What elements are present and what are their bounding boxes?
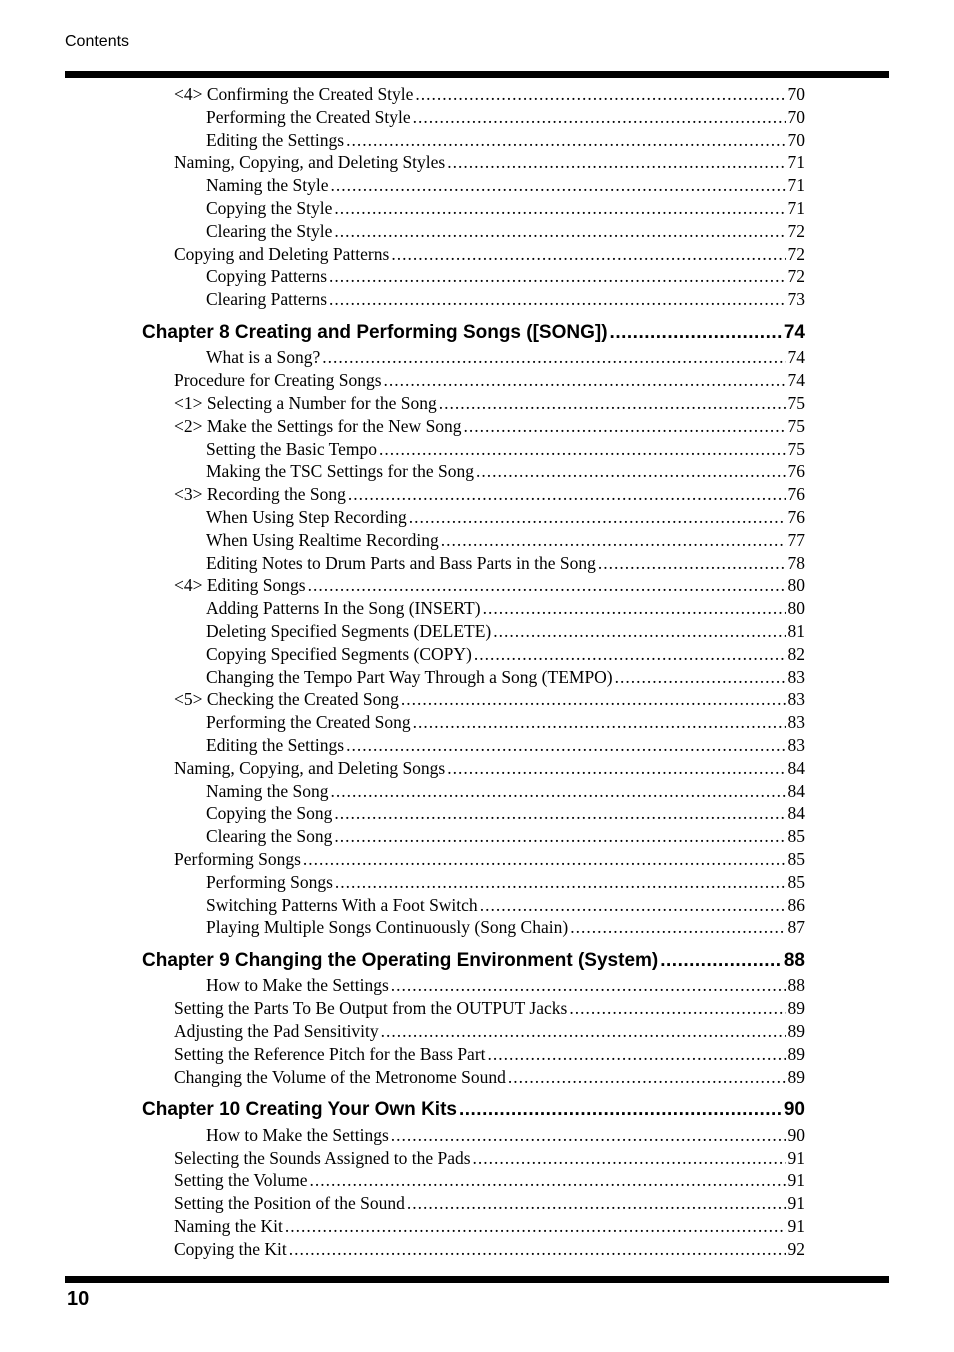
toc-entry-page: 89	[787, 1021, 805, 1041]
toc-entry-title: What is a Song?	[206, 347, 321, 368]
toc-entry[interactable]	[206, 438, 805, 460]
dot-leader	[415, 83, 785, 105]
toc-entry-title: Editing Notes to Drum Parts and Bass Parts in the Song	[206, 552, 596, 573]
toc-entry[interactable]	[206, 825, 805, 847]
dot-leader	[407, 1192, 786, 1214]
toc-entry[interactable]	[174, 392, 805, 414]
toc-entry-title: Chapter 8 Creating and Performing Songs ([SONG])	[142, 322, 608, 343]
toc-entry-page: 80	[787, 575, 805, 596]
toc-entry-page: 72	[787, 243, 805, 264]
toc-entry-page: 85	[787, 871, 805, 892]
toc-entry-title: Adding Patterns In the Song (INSERT)	[206, 598, 481, 619]
toc-entry[interactable]	[206, 597, 805, 619]
toc-entry[interactable]	[206, 666, 805, 688]
toc-entry-title: Chapter 10 Creating Your Own Kits	[142, 1099, 457, 1121]
toc-entry-page: 74	[783, 322, 805, 343]
toc-entry-page: 72	[787, 266, 805, 287]
toc-entry-title: <2> Make the Settings for the New Song	[174, 415, 462, 436]
dot-leader	[334, 220, 785, 242]
toc-entry-title: Playing Multiple Songs Continuously (Song Chain)	[206, 917, 569, 938]
toc-entry-page: 83	[787, 666, 805, 687]
toc-entry-page: 92	[787, 1238, 805, 1259]
dot-leader	[391, 243, 785, 265]
toc-entry-title: Copying the Kit	[174, 1238, 287, 1259]
toc-entry-title: Adjusting the Pad Sensitivity	[174, 1021, 379, 1041]
toc-entry-page: 89	[787, 1043, 805, 1064]
dot-leader	[598, 552, 786, 574]
toc-entry-page: 90	[783, 1099, 805, 1121]
toc-entry-title: Procedure for Creating Songs	[174, 370, 382, 391]
toc-entry-page: 73	[787, 289, 805, 310]
toc-entry[interactable]	[174, 151, 805, 173]
toc-entry-title: Performing the Created Style	[206, 106, 411, 127]
toc-entry-page: 70	[787, 129, 805, 150]
dot-leader	[303, 848, 786, 870]
toc-entry-title: Making the TSC Settings for the Song	[206, 461, 475, 482]
toc-entry[interactable]	[206, 974, 805, 996]
dot-leader	[334, 802, 785, 824]
toc-entry-page: 89	[787, 1066, 805, 1087]
toc-entry-title: Setting the Basic Tempo	[206, 438, 378, 459]
dot-leader	[285, 1215, 786, 1237]
toc-entry-title: Copying Specified Segments (COPY)	[206, 643, 472, 664]
toc-entry-title: Editing the Settings	[206, 734, 345, 755]
toc-entry-page: 71	[787, 198, 805, 218]
dot-leader	[413, 106, 786, 128]
toc-entry[interactable]	[174, 415, 805, 437]
toc-entry-title: Setting the Parts To Be Output from the OUTPUT Jacks	[174, 998, 568, 1019]
toc-entry-page: 83	[787, 712, 805, 733]
dot-leader	[334, 197, 785, 219]
toc-entry[interactable]	[206, 894, 805, 916]
dot-leader	[381, 1020, 786, 1042]
dot-leader	[348, 483, 786, 505]
dot-leader	[308, 574, 786, 596]
dot-leader	[476, 460, 785, 482]
toc-entry-title: Naming, Copying, and Deleting Styles	[174, 152, 446, 173]
dot-leader	[310, 1169, 786, 1191]
toc-chapter-heading[interactable]	[142, 949, 805, 973]
toc-entry-page: 91	[787, 1147, 805, 1168]
toc-entry-title: How to Make the Settings	[206, 975, 389, 996]
toc-entry[interactable]	[206, 529, 805, 551]
dot-leader	[447, 757, 785, 779]
dot-leader	[331, 780, 786, 802]
dot-leader	[488, 1043, 786, 1065]
toc-entry-page: 86	[787, 894, 805, 915]
toc-entry-page: 80	[787, 598, 805, 619]
toc-entry[interactable]	[206, 916, 805, 938]
toc-entry-page: 87	[787, 917, 805, 938]
dot-leader	[322, 346, 785, 368]
toc-entry-title: <4> Editing Songs	[174, 575, 306, 596]
dot-leader	[289, 1238, 786, 1260]
toc-entry[interactable]	[206, 174, 805, 196]
toc-entry[interactable]	[206, 106, 805, 128]
toc-entry[interactable]	[174, 1043, 805, 1065]
toc-entry-title: Copying and Deleting Patterns	[174, 243, 390, 264]
toc-entry-title: Copying the Style	[206, 198, 333, 218]
toc-entry-title: Clearing the Style	[206, 220, 333, 241]
toc-entry-title: Switching Patterns With a Foot Switch	[206, 894, 478, 915]
toc-entry-page: 88	[787, 975, 805, 996]
toc-entry-page: 75	[787, 415, 805, 436]
toc-entry[interactable]	[174, 1215, 805, 1237]
toc-entry-page: 91	[787, 1215, 805, 1236]
toc-entry-title: Performing Songs	[206, 871, 333, 892]
toc-entry-title: <4> Confirming the Created Style	[174, 84, 414, 104]
toc-entry-title: Performing the Created Song	[206, 712, 411, 733]
toc-entry-title: Chapter 9 Changing the Operating Environment (System)	[142, 950, 659, 972]
dot-leader	[413, 711, 786, 733]
toc-entry-page: 85	[787, 848, 805, 869]
toc-entry[interactable]	[206, 288, 805, 310]
toc-entry-page: 74	[787, 370, 805, 391]
dot-leader	[610, 321, 782, 345]
toc-entry-title: Naming the Song	[206, 780, 329, 801]
toc-entry[interactable]	[206, 460, 805, 482]
toc-entry[interactable]	[174, 997, 805, 1019]
toc-entry[interactable]	[174, 369, 805, 391]
dot-leader	[384, 369, 786, 391]
toc-entry-page: 78	[787, 552, 805, 573]
toc-entry-page: 83	[787, 689, 805, 710]
toc-entry[interactable]	[206, 346, 805, 368]
dot-leader	[473, 1147, 786, 1169]
toc-entry-title: <5> Checking the Created Song	[174, 689, 399, 710]
toc-entry[interactable]	[174, 574, 805, 596]
toc-entry-title: Setting the Reference Pitch for the Bass Part	[174, 1043, 486, 1064]
toc-entry-page: 71	[787, 152, 805, 173]
toc-entry[interactable]	[174, 243, 805, 265]
toc-entry-page: 89	[787, 998, 805, 1019]
dot-leader	[493, 620, 785, 642]
toc-entry[interactable]	[174, 1238, 805, 1260]
toc-entry[interactable]	[206, 643, 805, 665]
toc-entry-page: 70	[787, 84, 805, 104]
toc-entry[interactable]	[206, 734, 805, 756]
dot-leader	[391, 974, 786, 996]
toc-entry[interactable]	[174, 483, 805, 505]
toc-entry-title: How to Make the Settings	[206, 1124, 389, 1145]
toc-entry[interactable]	[174, 1192, 805, 1214]
toc-entry[interactable]	[174, 1066, 805, 1088]
toc-entry[interactable]	[206, 871, 805, 893]
toc-entry-page: 76	[787, 461, 805, 482]
toc-entry-page: 84	[787, 803, 805, 824]
dot-leader	[508, 1066, 786, 1088]
dot-leader	[391, 1124, 786, 1146]
toc-entry-page: 88	[783, 950, 805, 972]
toc-entry-title: Clearing Patterns	[206, 289, 328, 310]
section-header: Contents	[65, 33, 130, 50]
dot-leader	[570, 916, 785, 938]
toc-entry-title: Clearing the Song	[206, 826, 333, 847]
toc-entry-page: 75	[787, 392, 805, 413]
toc-entry[interactable]	[206, 552, 805, 574]
toc-entry[interactable]	[206, 197, 805, 219]
toc-entry-page: 75	[787, 438, 805, 459]
dot-leader	[464, 415, 786, 437]
toc-entry-title: <3> Recording the Song	[174, 484, 346, 505]
dot-leader	[459, 1098, 782, 1122]
toc-entry-title: Naming the Kit	[174, 1215, 283, 1236]
dot-leader	[379, 438, 785, 460]
toc-entry[interactable]	[206, 780, 805, 802]
dot-leader	[409, 506, 786, 528]
toc-entry[interactable]	[206, 1124, 805, 1146]
toc-entry-page: 85	[787, 826, 805, 847]
toc-entry-page: 82	[787, 643, 805, 664]
toc-entry[interactable]	[174, 1169, 805, 1191]
dot-leader	[346, 129, 785, 151]
dot-leader	[615, 666, 786, 688]
dot-leader	[330, 174, 785, 196]
toc-entry[interactable]	[174, 688, 805, 710]
toc-entry[interactable]	[206, 620, 805, 642]
toc-entry[interactable]	[206, 711, 805, 733]
toc-entry-title: When Using Realtime Recording	[206, 529, 439, 550]
dot-leader	[329, 265, 785, 287]
page-number: 10	[67, 1288, 90, 1310]
dot-leader	[569, 997, 785, 1019]
dot-leader	[401, 688, 786, 710]
toc-entry[interactable]	[174, 1020, 805, 1042]
toc-entry[interactable]	[174, 757, 805, 779]
toc-entry-page: 84	[787, 780, 805, 801]
toc-entry-title: <1> Selecting a Number for the Song	[174, 392, 437, 413]
toc-entry[interactable]	[206, 802, 805, 824]
dot-leader	[483, 597, 786, 619]
toc-entry[interactable]	[206, 220, 805, 242]
toc-entry-title: Copying the Song	[206, 803, 333, 824]
toc-entry-page: 70	[787, 106, 805, 127]
toc-entry-page: 76	[787, 506, 805, 527]
toc-entry[interactable]	[174, 848, 805, 870]
dot-leader	[329, 288, 785, 310]
dot-leader	[335, 871, 786, 893]
dot-leader	[474, 643, 786, 665]
toc-entry-page: 72	[787, 220, 805, 241]
dot-leader	[447, 151, 785, 173]
dot-leader	[334, 825, 785, 847]
toc-chapter-heading[interactable]	[142, 321, 805, 345]
toc-entry-title: Editing the Settings	[206, 129, 345, 150]
toc-entry-page: 91	[787, 1193, 805, 1214]
toc-entry[interactable]	[206, 265, 805, 287]
toc-entry-title: Naming, Copying, and Deleting Songs	[174, 757, 446, 778]
toc-entry-page: 84	[787, 757, 805, 778]
toc-entry-title: Setting the Position of the Sound	[174, 1193, 405, 1214]
toc-entry-page: 71	[787, 175, 805, 196]
toc-entry-title: Setting the Volume	[174, 1170, 308, 1191]
toc-entry-title: Changing the Volume of the Metronome Sound	[174, 1066, 506, 1087]
toc-entry[interactable]	[174, 1147, 805, 1169]
bottom-rule	[65, 1276, 889, 1283]
toc-entry-title: Selecting the Sounds Assigned to the Pads	[174, 1147, 471, 1168]
toc-entry-title: Copying Patterns	[206, 266, 328, 287]
dot-leader	[439, 392, 786, 414]
dot-leader	[441, 529, 786, 551]
toc-entry-page: 81	[787, 620, 805, 641]
toc-entry-title: Deleting Specified Segments (DELETE)	[206, 620, 492, 641]
toc-entry-page: 76	[787, 484, 805, 505]
toc-entry-page: 90	[787, 1124, 805, 1145]
toc-entry-title: Naming the Style	[206, 175, 329, 196]
toc-entry-title: Performing Songs	[174, 848, 301, 869]
toc-entry-page: 91	[787, 1170, 805, 1191]
toc-entry-page: 74	[787, 347, 805, 368]
toc-entry-title: Changing the Tempo Part Way Through a Song (TEMPO)	[206, 666, 613, 687]
toc-chapter-heading[interactable]	[142, 1098, 805, 1122]
dot-leader	[480, 894, 786, 916]
dot-leader	[660, 949, 782, 973]
toc-entry[interactable]	[206, 506, 805, 528]
dot-leader	[346, 734, 785, 756]
toc-entry[interactable]	[174, 83, 805, 105]
toc-entry-page: 77	[787, 529, 805, 550]
toc-entry-title: When Using Step Recording	[206, 506, 407, 527]
toc-entry[interactable]	[206, 129, 805, 151]
toc-entry-page: 83	[787, 734, 805, 755]
